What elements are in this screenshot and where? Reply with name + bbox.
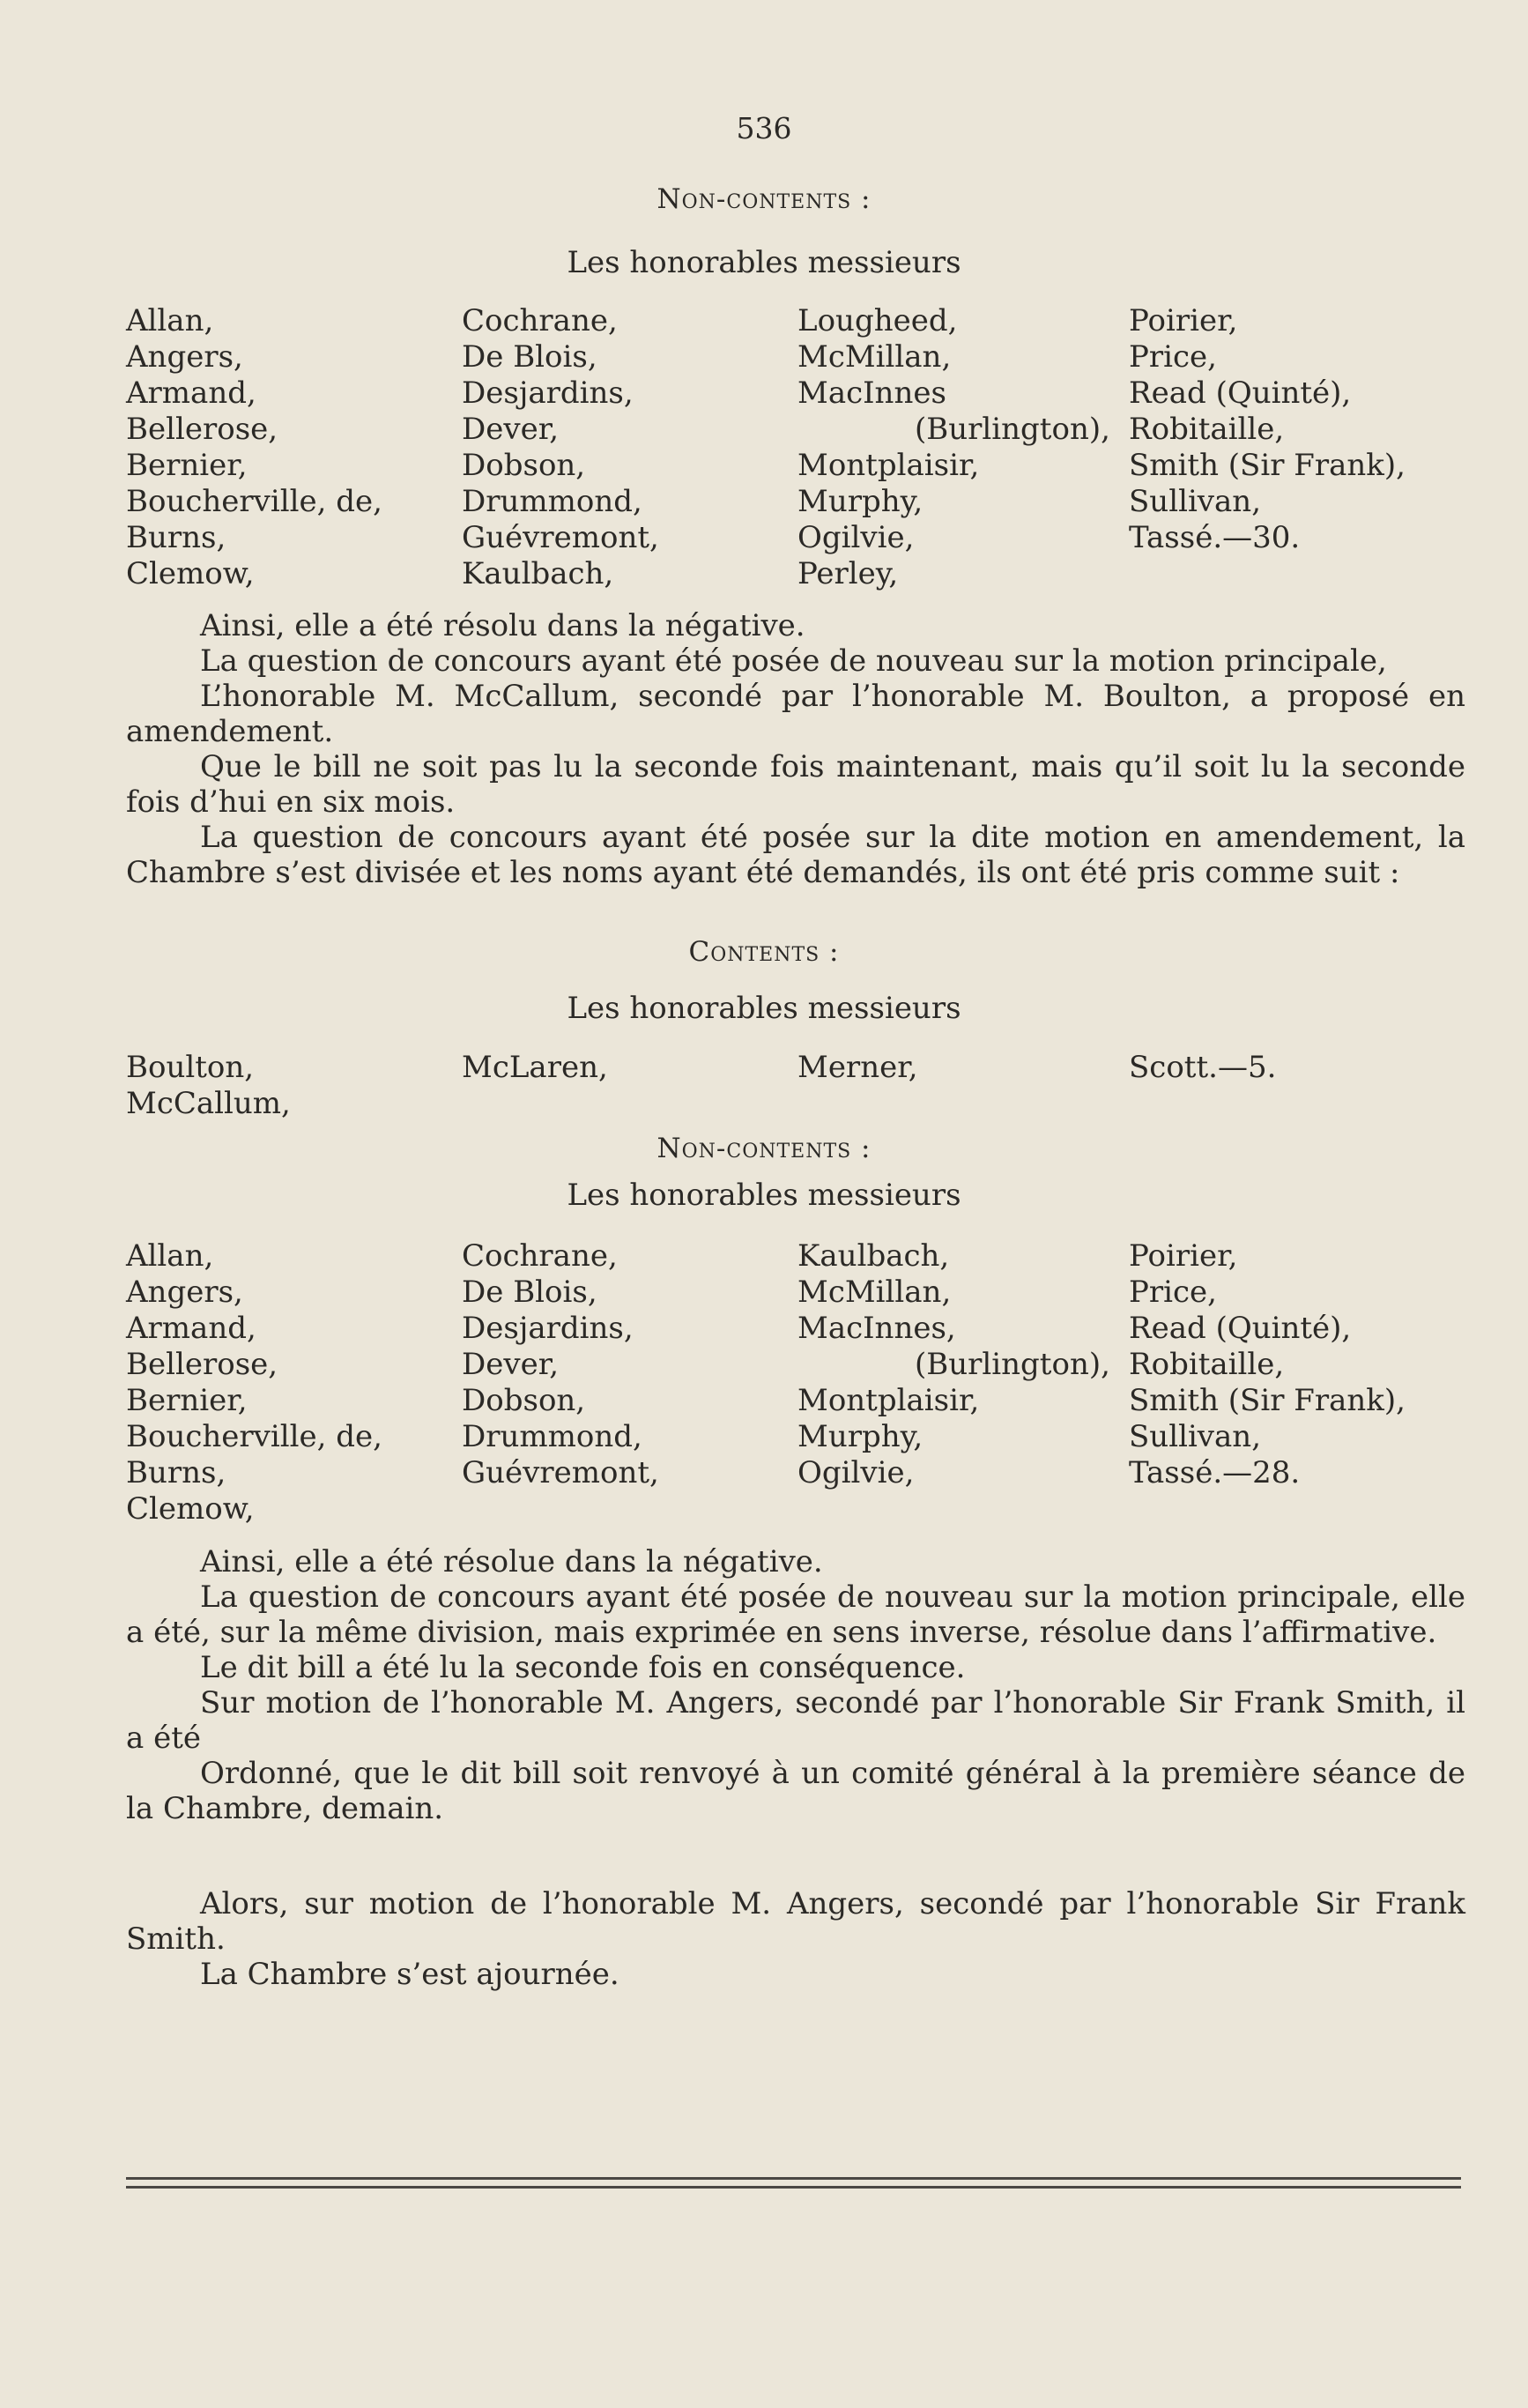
name-entry: Dobson, [462, 448, 586, 483]
paragraph: La question de concours ayant été posée sur la dite motion en amendement, la Chambre s’est divisée et les noms ayant été demandés, ils ont été pris comme suit : [126, 820, 1465, 890]
name-entry: Poirier, [1129, 303, 1238, 338]
name-entry: Desjardins, [462, 1311, 634, 1346]
names-column [462, 1050, 608, 1086]
heading-text: Contents : [688, 936, 840, 968]
name-entry: (Burlington), [915, 1347, 1110, 1382]
name-entry: Angers, [126, 1275, 243, 1310]
name-entry: (Burlington), [915, 412, 1110, 447]
name-entry: Robitaille, [1129, 1347, 1285, 1382]
name-entry: Price, [1129, 339, 1217, 375]
name-entry: Burns, [126, 1455, 226, 1490]
name-entry: McMillan, [797, 339, 952, 375]
name-entry: Smith (Sir Frank), [1129, 448, 1406, 483]
names-column [1129, 303, 1406, 556]
name-entry: Boulton, [126, 1050, 255, 1085]
names-column [797, 303, 1110, 592]
name-entry: Desjardins, [462, 375, 634, 411]
name-entry: Boucherville, de, [126, 484, 382, 519]
names-column [1129, 1238, 1406, 1491]
name-entry: Kaulbach, [797, 1238, 950, 1274]
paragraph: L’honorable M. McCallum, secondé par l’honorable M. Boulton, a proposé en amendement. [126, 679, 1465, 749]
name-entry: De Blois, [462, 1275, 597, 1310]
name-entry: Smith (Sir Frank), [1129, 1383, 1406, 1418]
footer-rule-top [126, 2177, 1461, 2180]
name-entry: Read (Quinté), [1129, 1311, 1352, 1346]
name-entry: Cochrane, [462, 303, 618, 338]
name-entry: McCallum, [126, 1086, 291, 1121]
name-entry: Guévremont, [462, 1455, 659, 1490]
name-entry: Sullivan, [1129, 484, 1261, 519]
name-entry: McMillan, [797, 1275, 952, 1310]
name-entry: Bellerose, [126, 1347, 278, 1382]
footer-rule-bottom [126, 2186, 1461, 2189]
name-entry: MacInnes [797, 375, 946, 411]
name-entry: Drummond, [462, 1419, 642, 1454]
name-entry: Montplaisir, [797, 1383, 980, 1418]
section-heading-contents [0, 936, 1528, 968]
name-entry: Tassé.—28. [1129, 1455, 1301, 1490]
paragraph: Ainsi, elle a été résolu dans la négative. [200, 608, 805, 643]
names-column [462, 1238, 659, 1491]
names-column [462, 303, 659, 592]
name-entry: Sullivan, [1129, 1419, 1261, 1454]
section-heading-non-contents [0, 1133, 1528, 1164]
name-entry: Poirier, [1129, 1238, 1238, 1274]
name-entry: Dever, [462, 412, 560, 447]
name-entry: Clemow, [126, 1491, 255, 1527]
section-subheading: Les honorables messieurs [567, 1178, 961, 1213]
paragraph: La question de concours ayant été posée de nouveau sur la motion principale, [200, 643, 1387, 679]
body-text-block-2 [126, 1544, 1465, 1826]
name-entry: McLaren, [462, 1050, 608, 1085]
name-entry: Lougheed, [797, 303, 958, 338]
name-entry: Ogilvie, [797, 520, 915, 555]
paragraph: La question de concours ayant été posée de nouveau sur la motion principale, elle a été, sur la même division, mais exprimée en sens inverse, résolue dans l’affirmative. [126, 1579, 1465, 1650]
names-column [126, 303, 382, 592]
section-subheading: Les honorables messieurs [567, 245, 961, 280]
names-column [797, 1050, 918, 1086]
names-column [126, 1050, 291, 1122]
name-entry: Bellerose, [126, 412, 278, 447]
name-entry: Robitaille, [1129, 412, 1285, 447]
name-entry: Cochrane, [462, 1238, 618, 1274]
name-entry: Tassé.—30. [1129, 520, 1301, 555]
name-entry: Ogilvie, [797, 1455, 915, 1490]
name-entry: Armand, [126, 375, 256, 411]
name-entry: Murphy, [797, 1419, 923, 1454]
body-text-block-3 [126, 1886, 1465, 1992]
heading-text: Non-contents : [656, 1133, 872, 1164]
name-entry: Allan, [126, 1238, 214, 1274]
name-entry: Dever, [462, 1347, 560, 1382]
paragraph: Sur motion de l’honorable M. Angers, secondé par l’honorable Sir Frank Smith, il a été [126, 1685, 1465, 1756]
name-entry: Merner, [797, 1050, 918, 1085]
names-column [126, 1238, 382, 1527]
section-subheading: Les honorables messieurs [567, 991, 961, 1026]
name-entry: Boucherville, de, [126, 1419, 382, 1454]
name-entry: Burns, [126, 520, 226, 555]
name-entry: Scott.—5. [1129, 1050, 1277, 1085]
section-heading-non-contents [0, 183, 1528, 215]
body-text-block-1 [126, 608, 1465, 890]
name-entry: Bernier, [126, 1383, 248, 1418]
name-entry: Guévremont, [462, 520, 659, 555]
name-entry: Read (Quinté), [1129, 375, 1352, 411]
name-entry: Kaulbach, [462, 556, 614, 591]
name-entry: Armand, [126, 1311, 256, 1346]
name-entry: De Blois, [462, 339, 597, 375]
name-entry: Bernier, [126, 448, 248, 483]
paragraph: Le dit bill a été lu la seconde fois en conséquence. [200, 1650, 966, 1685]
page-number: 536 [736, 111, 792, 145]
name-entry: Montplaisir, [797, 448, 980, 483]
name-entry: MacInnes, [797, 1311, 956, 1346]
name-entry: Clemow, [126, 556, 255, 591]
name-entry: Perley, [797, 556, 899, 591]
paragraph: Alors, sur motion de l’honorable M. Angers, secondé par l’honorable Sir Frank Smith. [126, 1886, 1465, 1957]
paragraph: La Chambre s’est ajournée. [200, 1957, 619, 1992]
name-entry: Price, [1129, 1275, 1217, 1310]
names-column [797, 1238, 1110, 1491]
name-entry: Drummond, [462, 484, 642, 519]
name-entry: Dobson, [462, 1383, 586, 1418]
name-entry: Murphy, [797, 484, 923, 519]
name-entry: Angers, [126, 339, 243, 375]
paragraph: Ainsi, elle a été résolue dans la négative. [200, 1544, 823, 1579]
paragraph: Que le bill ne soit pas lu la seconde fois maintenant, mais qu’il soit lu la seconde fois d’hui en six mois. [126, 749, 1465, 820]
name-entry: Allan, [126, 303, 214, 338]
heading-text: Non-contents : [656, 183, 872, 215]
paragraph: Ordonné, que le dit bill soit renvoyé à un comité général à la première séance de la Chambre, demain. [126, 1756, 1465, 1826]
names-column [1129, 1050, 1276, 1086]
